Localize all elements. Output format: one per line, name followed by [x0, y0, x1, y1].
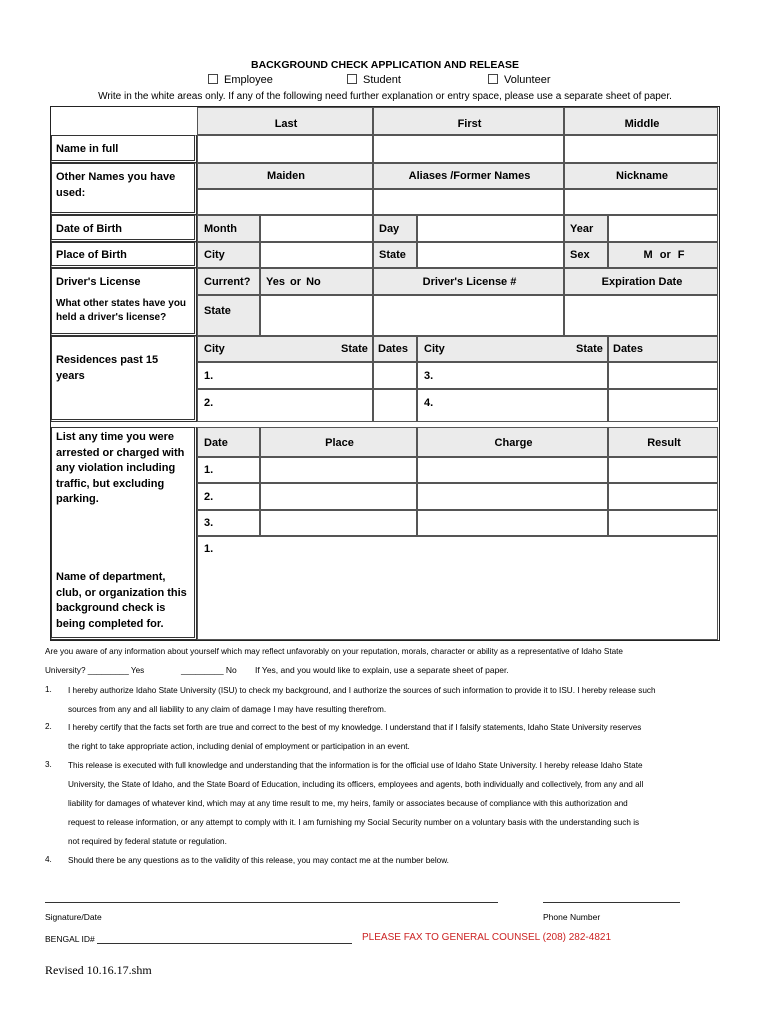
residence-3-dates[interactable] — [608, 362, 718, 389]
label-license-no: Driver's License # — [373, 268, 564, 295]
question-text: Are you aware of any information about yourself which may reflect unfavorably on your reputation, morals, character or ability as a representative of Idaho State — [45, 647, 623, 656]
residence-1-input[interactable]: 1. — [197, 362, 373, 389]
month-input[interactable] — [260, 215, 373, 242]
res-dates-2: Dates — [608, 336, 718, 362]
residence-4-dates[interactable] — [608, 389, 718, 422]
day-input[interactable] — [417, 215, 564, 242]
role-student[interactable]: Student — [347, 74, 401, 86]
item-3: This release is executed with full knowledge and understanding that the information is for the official use of Idaho State University. I hereby release Idaho State University, the State of Idaho, and the State Board of Education, including its officers, employees and agents, both individually and collectively, from any and all liability for damages of whatever kind, which may at any time result to me, my heirs, family or associates because of compliance with this authorization and request to release information, or any attempt to comply with it. I am furnishing my Social Security number on a voluntary basis with the understanding such is not required by federal statute or regulation. — [68, 761, 644, 846]
label-day: Day — [373, 215, 417, 242]
instructions: Write in the white areas only. If any of the following need further explanation or entry space, please use a separate sheet of paper. — [98, 91, 672, 102]
signature-label: Signature/Date — [45, 912, 102, 922]
col-last: Last — [197, 107, 373, 135]
item-1: I hereby authorize Idaho State University (ISU) to check my background, and I authorize the sources of such information to provide it to ISU. I hereby release such sources from any and all liability to any claim of damage I may have resulting therefrom. — [68, 686, 656, 714]
item-4-number: 4. — [45, 855, 52, 864]
arrest-2-place[interactable] — [260, 483, 417, 510]
label-year: Year — [564, 215, 608, 242]
residence-4-input[interactable]: 4. — [417, 389, 608, 422]
arrest-1-date[interactable]: 1. — [197, 457, 260, 483]
label-other-names: Other Names you have used: — [51, 163, 197, 215]
other-state-input[interactable] — [260, 295, 373, 336]
label-name-in-full: Name in full — [51, 135, 197, 163]
label-month: Month — [197, 215, 260, 242]
item-2-number: 2. — [45, 722, 52, 731]
col-aliases: Aliases /Former Names — [373, 163, 564, 189]
arrest-2-charge[interactable] — [417, 483, 608, 510]
label-city: City — [197, 242, 260, 268]
item-1-number: 1. — [45, 685, 52, 694]
license-no-input[interactable] — [373, 295, 564, 336]
question-if-yes: If Yes, and you would like to explain, use a separate sheet of paper. — [255, 665, 509, 675]
label-state: State — [373, 242, 417, 268]
label-other-state: State — [197, 295, 260, 336]
col-charge: Charge — [417, 427, 608, 457]
revision-note: Revised 10.16.17.shm — [45, 963, 152, 977]
question-no: _________ No — [181, 665, 237, 675]
residence-3-input[interactable]: 3. — [417, 362, 608, 389]
arrest-3-place[interactable] — [260, 510, 417, 536]
col-middle: Middle — [564, 107, 718, 135]
nickname-input[interactable] — [564, 189, 718, 215]
arrest-2-result[interactable] — [608, 483, 718, 510]
year-input[interactable] — [608, 215, 718, 242]
first-name-input[interactable] — [373, 135, 564, 163]
current-yes-no[interactable]: Yes or No — [260, 268, 373, 295]
sex-options[interactable]: M or F — [608, 242, 718, 268]
label-sex: Sex — [564, 242, 608, 268]
phone-label: Phone Number — [543, 912, 601, 922]
label-dob: Date of Birth — [51, 215, 197, 242]
residence-1-dates[interactable] — [373, 362, 417, 389]
col-place: Place — [260, 427, 417, 457]
arrest-1-result[interactable] — [608, 457, 718, 483]
col-result: Result — [608, 427, 718, 457]
role-employee[interactable]: Employee — [208, 74, 273, 86]
col-date: Date — [197, 427, 260, 457]
bengal-id-label: BENGAL ID# — [45, 934, 95, 944]
expiration-input[interactable] — [564, 295, 718, 336]
signature-line[interactable] — [45, 902, 498, 903]
checkbox-icon[interactable] — [347, 74, 357, 84]
last-name-input[interactable] — [197, 135, 373, 163]
role-options — [0, 74, 770, 90]
application-form — [50, 106, 720, 641]
checkbox-icon[interactable] — [208, 74, 218, 84]
item-2: I hereby certify that the facts set forth are true and correct to the best of my knowledge. I understand that if I falsify statements, Idaho State University reserves the right to take appropriate action, including denial of employment or participation in an event. — [68, 723, 642, 751]
label-drivers-license: Driver's License What other states have you held a driver's license? — [51, 268, 197, 336]
arrest-2-date[interactable]: 2. — [197, 483, 260, 510]
item-3-number: 3. — [45, 760, 52, 769]
middle-name-input[interactable] — [564, 135, 718, 163]
residence-2-input[interactable]: 2. — [197, 389, 373, 422]
label-pob: Place of Birth — [51, 242, 197, 268]
res-header-2: City State — [417, 336, 608, 362]
col-nickname: Nickname — [564, 163, 718, 189]
arrest-3-date[interactable]: 3. — [197, 510, 260, 536]
res-dates-1: Dates — [373, 336, 417, 362]
bengal-id-input[interactable] — [97, 943, 352, 944]
department-input[interactable]: 1. — [197, 536, 718, 640]
form-title: BACKGROUND CHECK APPLICATION AND RELEASE — [251, 59, 519, 71]
residence-2-dates[interactable] — [373, 389, 417, 422]
label-current: Current? — [197, 268, 260, 295]
col-maiden: Maiden — [197, 163, 373, 189]
question-yes: University? _________ Yes — [45, 666, 145, 675]
item-4: Should there be any questions as to the validity of this release, you may contact me at the number below. — [68, 856, 449, 865]
label-arrests: List any time you were arrested or charged with any violation including traffic, but excluding parking. Name of department, club, or organization this background check is being completed for. — [51, 427, 197, 640]
label-residences: Residences past 15 years — [51, 336, 197, 422]
phone-line[interactable] — [543, 902, 680, 903]
arrest-1-charge[interactable] — [417, 457, 608, 483]
fax-notice: PLEASE FAX TO GENERAL COUNSEL (208) 282-4821 — [362, 932, 612, 943]
aliases-input[interactable] — [373, 189, 564, 215]
role-volunteer[interactable]: Volunteer — [488, 74, 550, 86]
checkbox-icon[interactable] — [488, 74, 498, 84]
col-first: First — [373, 107, 564, 135]
maiden-input[interactable] — [197, 189, 373, 215]
arrest-1-place[interactable] — [260, 457, 417, 483]
res-header-1: City State — [197, 336, 373, 362]
arrest-3-result[interactable] — [608, 510, 718, 536]
label-expiration: Expiration Date — [564, 268, 718, 295]
birth-city-input[interactable] — [260, 242, 373, 268]
arrest-3-charge[interactable] — [417, 510, 608, 536]
birth-state-input[interactable] — [417, 242, 564, 268]
